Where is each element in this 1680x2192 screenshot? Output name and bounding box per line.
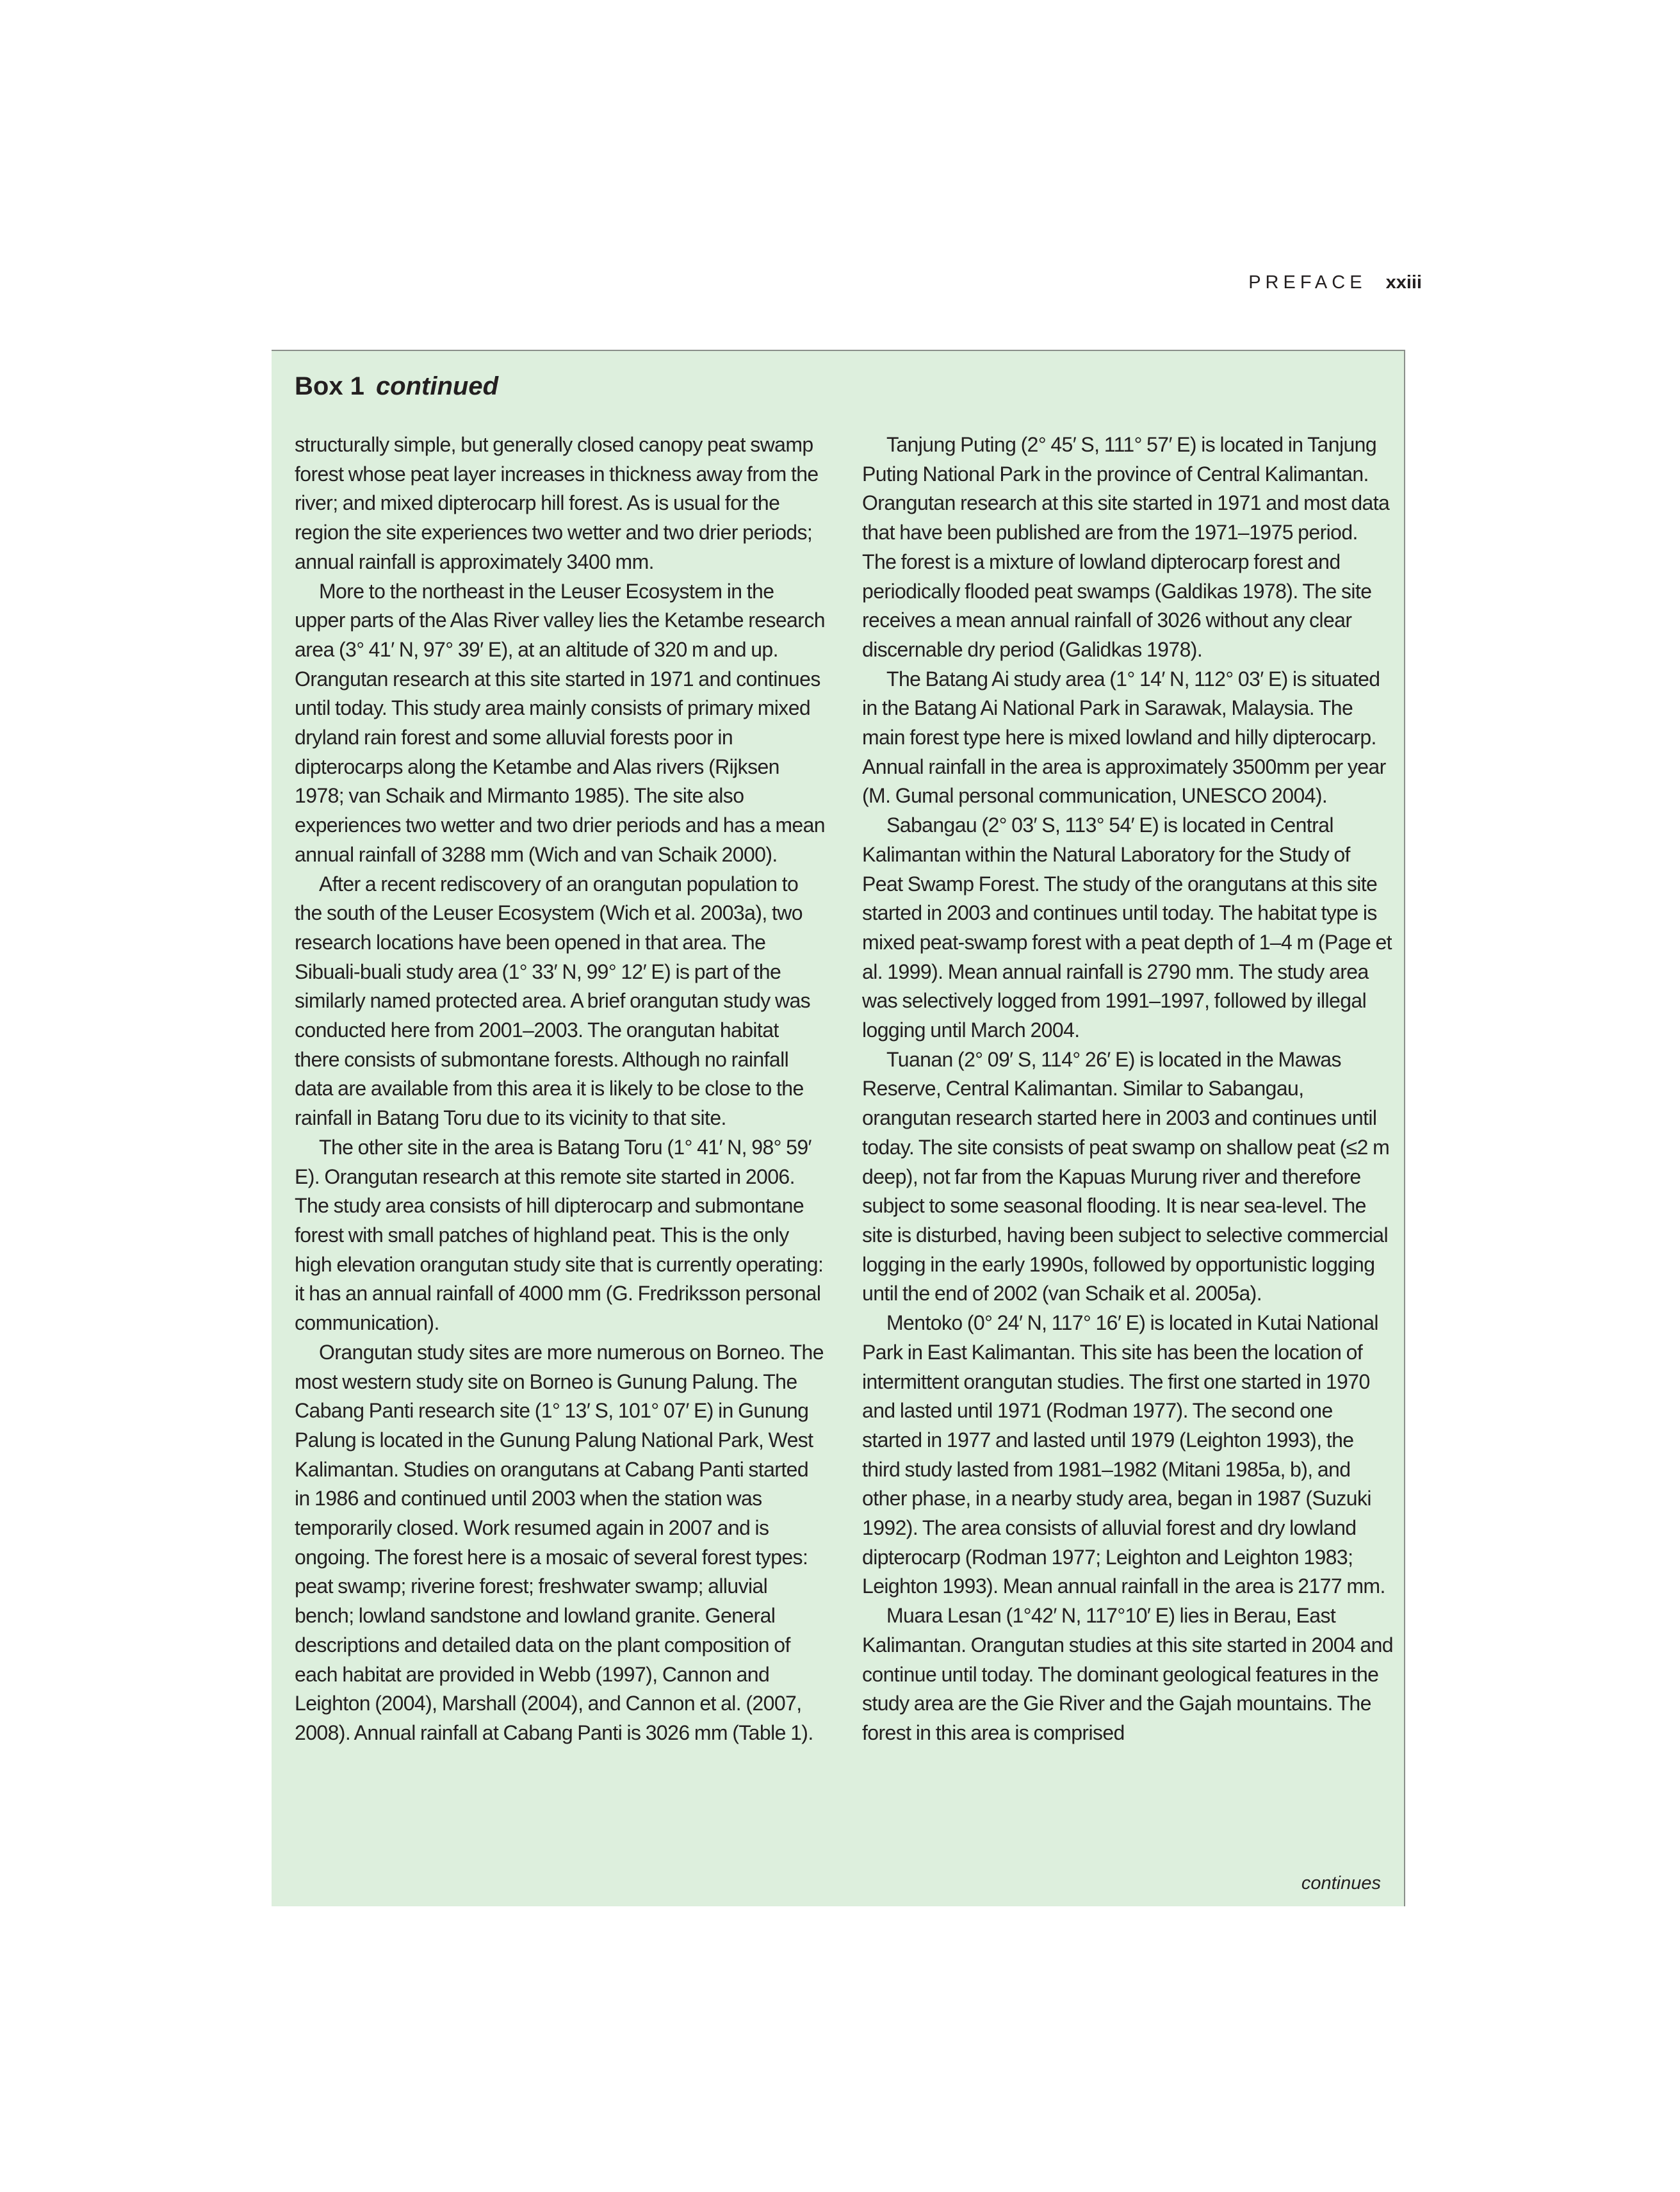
paragraph: Mentoko (0° 24′ N, 117° 16′ E) is located in Kutai National Park in East Kalimantan. This site has been the location of intermittent orangutan studies. The first one started in 1970 and lasted until 1971 (Rodman 1977). The second one started in 1977 and lasted until 1979 (Leighton 1993), the third study lasted from 1981–1982 (Mitani 1985a, b), and other phase, in a nearby study area, began in 1987 (Suzuki 1992). The area consists of alluvial forest and dry lowland dipterocarp (Rodman 1977; Leighton and Leighton 1983; Leighton 1993). Mean annual rainfall in the area is 2177 mm.: [862, 1311, 1385, 1598]
left-column: [295, 430, 826, 1748]
box-1: [272, 350, 1405, 1906]
paragraph: Orangutan study sites are more numerous on Borneo. The most western study site on Borneo is Gunung Palung. The Cabang Panti research site (1° 13′ S, 101° 07′ E) in Gunung Palung is located in the Gunung Palung National Park, West Kalimantan. Studies on orangutans at Cabang Panti started in 1986 and continued until 2003 when the station was temporarily closed. Work resumed again in 2007 and is ongoing. The forest here is a mosaic of several forest types: peat swamp; riverine forest; freshwater swamp; alluvial bench; lowland sandstone and lowland granite. General descriptions and detailed data on the plant composition of each habitat are provided in Webb (1997), Cannon and Leighton (2004), Marshall (2004), and Cannon et al. (2007, 2008). Annual rainfall at Cabang Panti is 3026 mm (Table 1).: [295, 1340, 824, 1744]
paragraph: Tuanan (2° 09′ S, 114° 26′ E) is located in the Mawas Reserve, Central Kalimantan. Similar to Sabangau, orangutan research started here in 2003 and continues until today. The site consists of peat swamp on shallow peat (≤2 m deep), not far from the Kapuas Murung river and therefore subject to some seasonal flooding. It is near sea-level. The site is disturbed, having been subject to selective commercial logging in the early 1990s, followed by opportunistic logging until the end of 2002 (van Schaik et al. 2005a).: [862, 1047, 1390, 1305]
section-title: PREFACE: [1248, 272, 1367, 293]
paragraph: Muara Lesan (1°42′ N, 117°10′ E) lies in Berau, East Kalimantan. Orangutan studies at this site started in 2004 and continue until today. The dominant geological features in the study area are the Gie River and the Gajah mountains. The forest in this area is comprised: [862, 1604, 1394, 1744]
paragraph: Tanjung Puting (2° 45′ S, 111° 57′ E) is located in Tanjung Puting National Park in the province of Central Kalimantan. Orangutan research at this site started in 1971 and most data that have been published are from the 1971–1975 period. The forest is a mixture of lowland dipterocarp forest and periodically flooded peat swamps (Galdikas 1978). The site receives a mean annual rainfall of 3026 without any clear discernable dry period (Galidkas 1978).: [862, 433, 1390, 661]
box-label: Box 1: [295, 372, 364, 400]
paragraph: Sabangau (2° 03′ S, 113° 54′ E) is located in Central Kalimantan within the Natural Laboratory for the Study of Peat Swamp Forest. The study of the orangutans at this site started in 2003 and continues until today. The habitat type is mixed peat-swamp forest with a peat depth of 1–4 m (Page et al. 1999). Mean annual rainfall is 2790 mm. The study area was selectively logged from 1991–1997, followed by illegal logging until March 2004.: [862, 814, 1392, 1042]
paragraph: After a recent rediscovery of an orangutan population to the south of the Leuser Ecosystem (Wich et al. 2003a), two research locations have been opened in that area. The Sibuali-buali study area (1° 33′ N, 99° 12′ E) is part of the similarly named protected area. A brief orangutan study was conducted here from 2001–2003. The orangutan habitat there consists of submontane forests. Although no rainfall data are available from this area it is likely to be close to the rainfall in Batang Toru due to its vicinity to that site.: [295, 872, 811, 1130]
right-column: [862, 430, 1394, 1748]
paragraph: The Batang Ai study area (1° 14′ N, 112° 03′ E) is situated in the Batang Ai National Park in Sarawak, Malaysia. The main forest type here is mixed lowland and hilly dipterocarp. Annual rainfall in the area is approximately 3500mm per year (M. Gumal personal communication, UNESCO 2004).: [862, 667, 1386, 808]
paragraph: The other site in the area is Batang Toru (1° 41′ N, 98° 59′ E). Orangutan research at this remote site started in 2006. The study area consists of hill dipterocarp and submontane forest with small patches of highland peat. This is the only high elevation orangutan study site that is currently operating: it has an annual rainfall of 4000 mm (G. Fredriksson personal communication).: [295, 1135, 824, 1335]
paragraph: More to the northeast in the Leuser Ecosystem in the upper parts of the Alas River valley lies the Ketambe research area (3° 41′ N, 97° 39′ E), at an altitude of 320 m and up. Orangutan research at this site started in 1971 and continues until today. This study area mainly consists of primary mixed dryland rain forest and some alluvial forests poor in dipterocarps along the Ketambe and Alas rivers (Rijksen 1978; van Schaik and Mirmanto 1985). The site also experiences two wetter and two drier periods and has a mean annual rainfall of 3288 mm (Wich and van Schaik 2000).: [295, 579, 825, 866]
box-continued-label: continued: [375, 372, 499, 400]
box-title: [295, 370, 498, 402]
page-number: xxiii: [1385, 272, 1422, 293]
continues-note: continues: [1301, 1873, 1381, 1893]
paragraph: structurally simple, but generally closed canopy peat swamp forest whose peat layer increases in thickness away from the river; and mixed dipterocarp hill forest. As is usual for the region the site experiences two wetter and two drier periods; annual rainfall is approximately 3400 mm.: [295, 433, 819, 573]
running-head: [1089, 270, 1422, 295]
